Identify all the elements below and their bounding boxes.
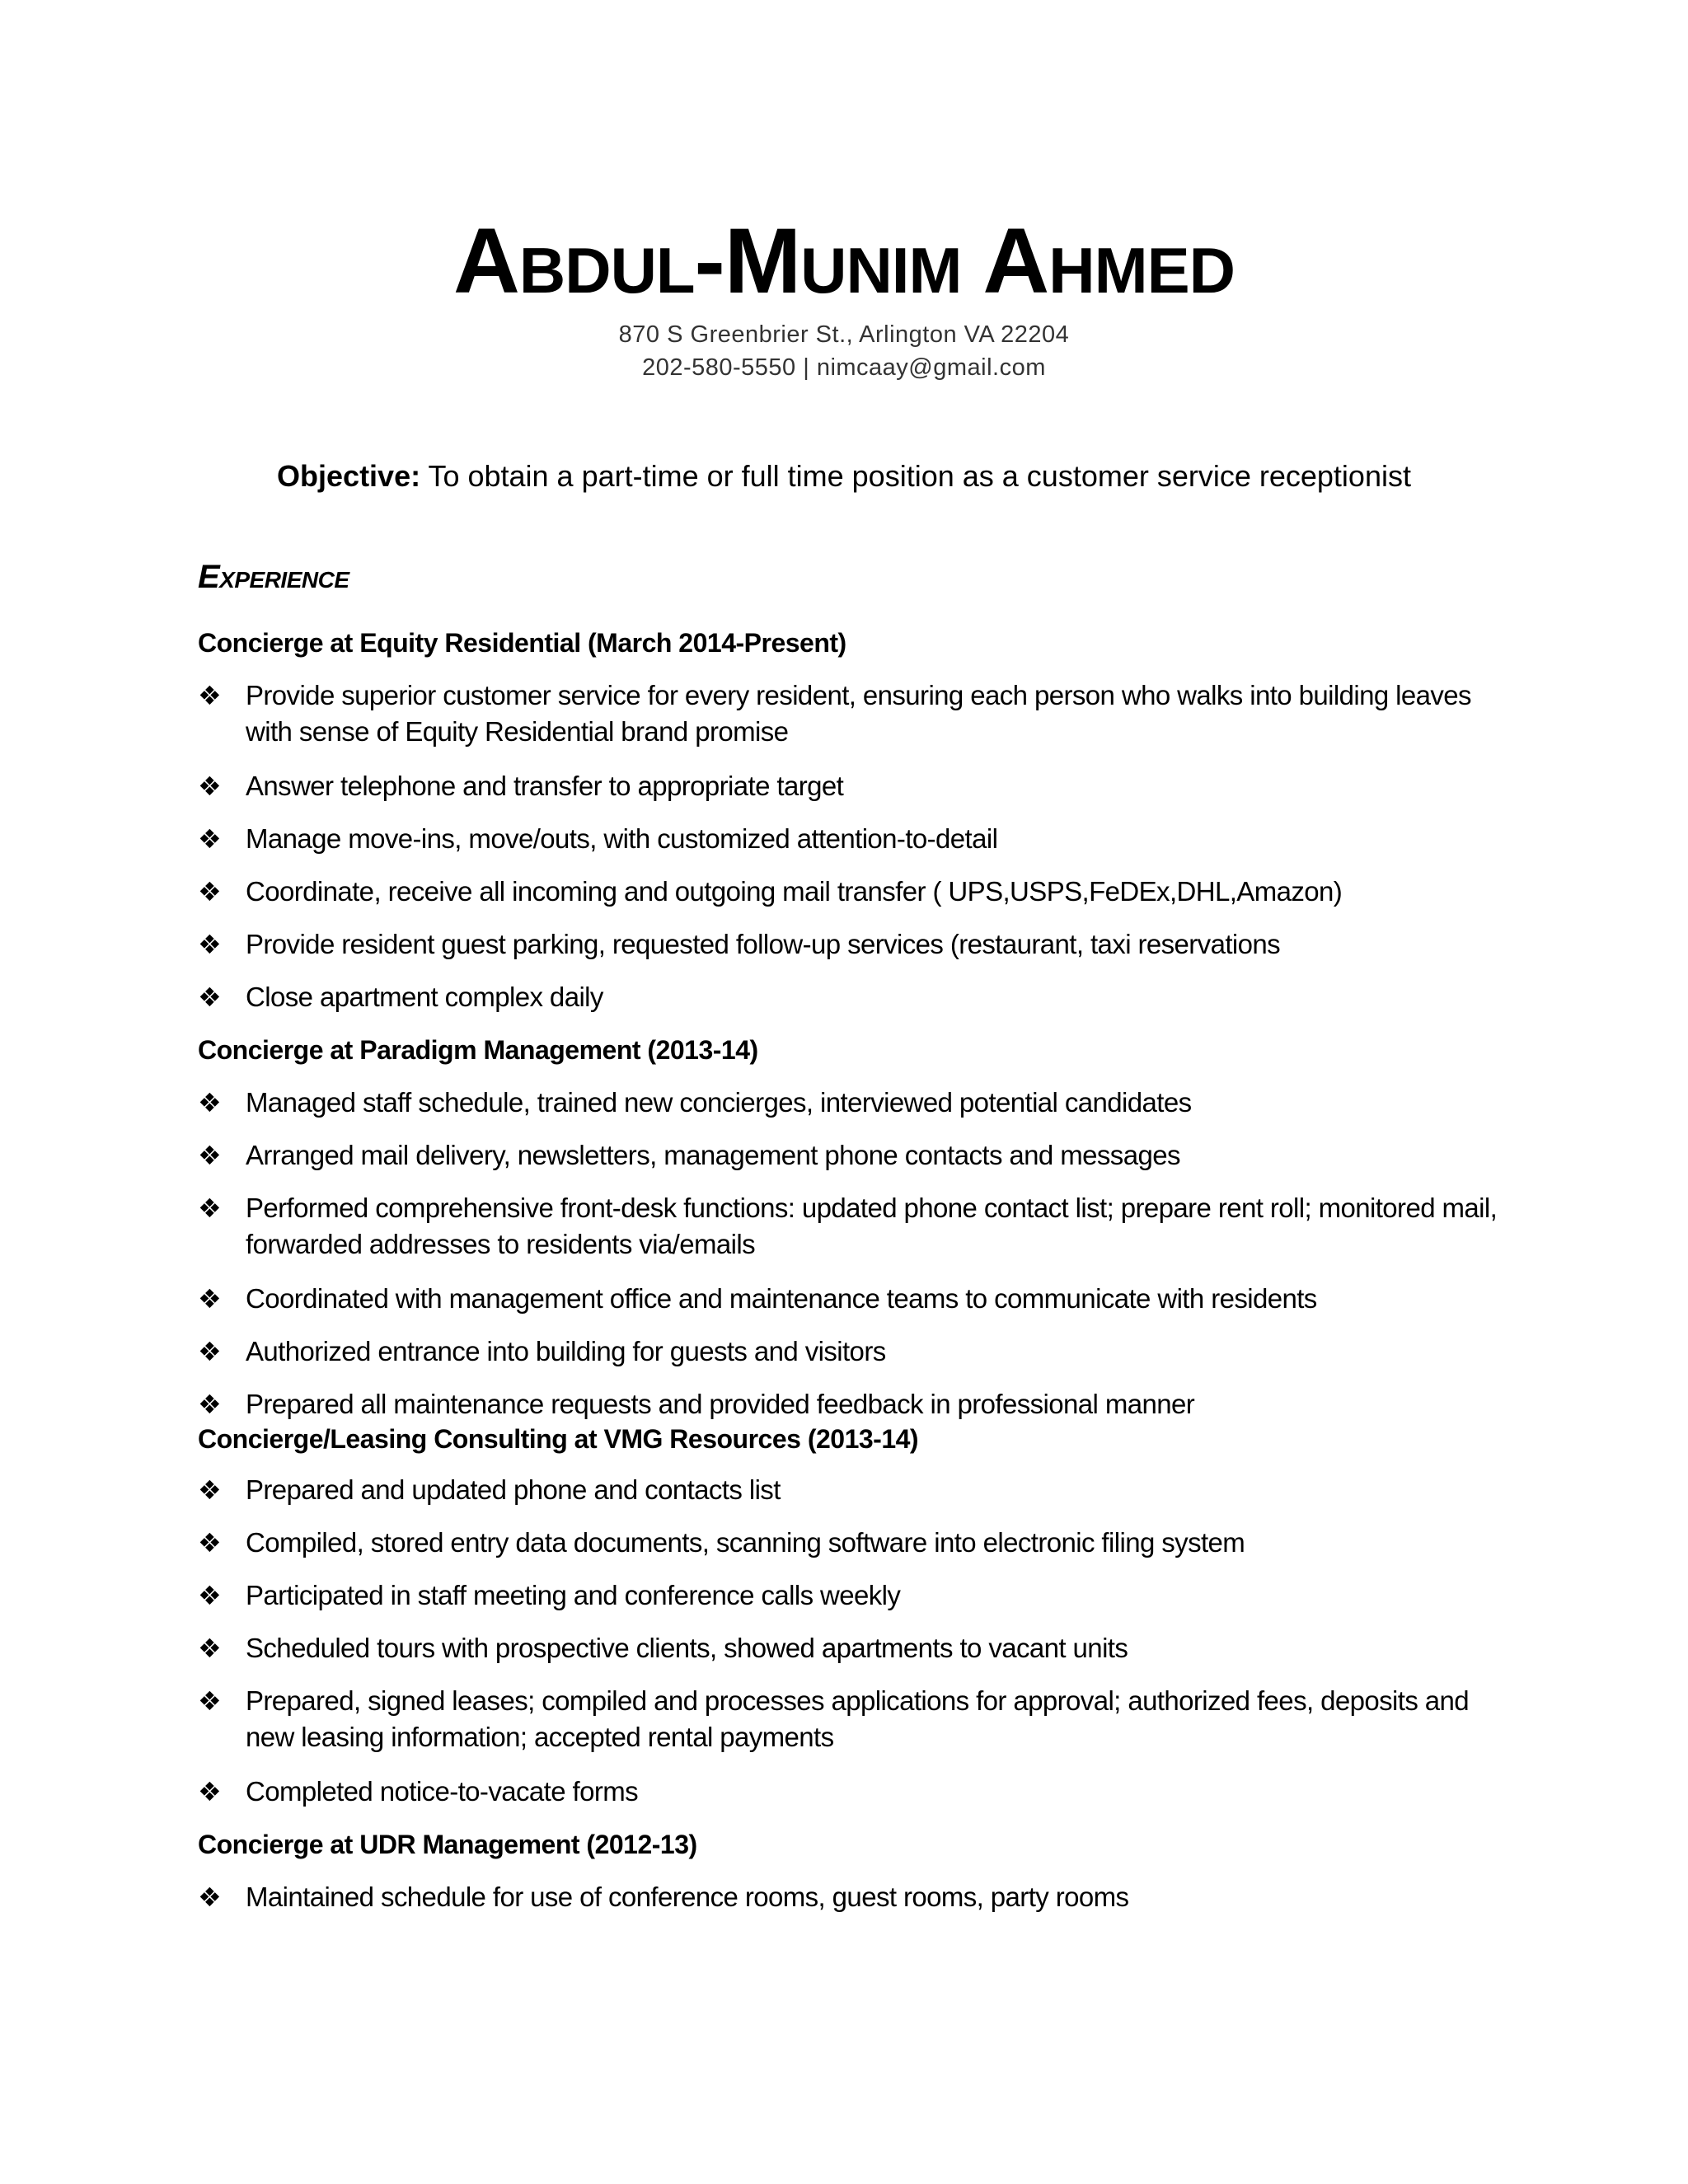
job-title: Concierge/Leasing Consulting at VMG Resources (2013-14) — [198, 1424, 919, 1454]
bullet-text: Compiled, stored entry data documents, scanning software into electronic filing system — [246, 1527, 1245, 1558]
diamond-bullet-icon: ❖ — [198, 1528, 222, 1558]
bullet-text: Participated in staff meeting and conference calls weekly — [246, 1580, 901, 1610]
list-item — [198, 821, 1500, 857]
list-item — [198, 677, 1500, 750]
diamond-bullet-icon: ❖ — [198, 824, 222, 854]
list-item — [198, 1683, 1500, 1755]
bullet-text: Manage move-ins, move/outs, with customized attention-to-detail — [246, 823, 998, 854]
bullet-text: Prepared and updated phone and contacts list — [246, 1474, 781, 1505]
bullet-text: Answer telephone and transfer to appropriate target — [246, 771, 844, 801]
list-item — [198, 768, 1500, 804]
diamond-bullet-icon: ❖ — [198, 1141, 222, 1170]
diamond-bullet-icon: ❖ — [198, 930, 222, 959]
list-item — [198, 1190, 1500, 1263]
diamond-bullet-icon: ❖ — [198, 1475, 222, 1505]
bullet-text: Coordinate, receive all incoming and outgoing mail transfer ( UPS,USPS,FeDEx,DHL,Amazon) — [246, 876, 1343, 907]
list-item — [198, 1879, 1500, 1915]
list-item — [198, 1386, 1500, 1422]
bullet-text: Provide superior customer service for every resident, ensuring each person who walks into building leaves with sense of Equity Residential brand promise — [246, 680, 1471, 747]
diamond-bullet-icon: ❖ — [198, 1390, 222, 1419]
diamond-bullet-icon: ❖ — [198, 1193, 222, 1223]
objective-label: Objective: — [277, 459, 421, 493]
list-item — [198, 979, 1500, 1015]
list-item — [198, 1472, 1500, 1508]
list-item — [198, 1137, 1500, 1174]
list-item — [198, 874, 1500, 910]
list-item — [198, 926, 1500, 963]
list-item — [198, 1577, 1500, 1614]
bullet-text: Prepared all maintenance requests and provided feedback in professional manner — [246, 1389, 1195, 1419]
diamond-bullet-icon: ❖ — [198, 982, 222, 1012]
diamond-bullet-icon: ❖ — [198, 1337, 222, 1366]
diamond-bullet-icon: ❖ — [198, 1777, 222, 1807]
objective — [0, 458, 1688, 494]
diamond-bullet-icon: ❖ — [198, 771, 222, 801]
list-item — [198, 1774, 1500, 1810]
bullet-text: Close apartment complex daily — [246, 982, 603, 1012]
objective-text: To obtain a part-time or full time position as a customer service receptionist — [420, 459, 1411, 493]
list-item — [198, 1085, 1500, 1121]
bullet-text: Provide resident guest parking, requested follow-up services (restaurant, taxi reservations — [246, 929, 1281, 959]
job-title: Concierge at Equity Residential (March 2014-Present) — [198, 628, 846, 658]
list-item — [198, 1333, 1500, 1370]
diamond-bullet-icon: ❖ — [198, 681, 222, 710]
list-item — [198, 1281, 1500, 1317]
bullet-text: Authorized entrance into building for guests and visitors — [246, 1336, 886, 1366]
bullet-text: Performed comprehensive front-desk functions: updated phone contact list; prepare rent roll; monitored mail, forwarded addresses to residents via/emails — [246, 1193, 1498, 1259]
bullet-text: Arranged mail delivery, newsletters, management phone contacts and messages — [246, 1140, 1180, 1170]
bullet-text: Scheduled tours with prospective clients, showed apartments to vacant units — [246, 1633, 1128, 1663]
diamond-bullet-icon: ❖ — [198, 1088, 222, 1118]
diamond-bullet-icon: ❖ — [198, 1882, 222, 1912]
bullet-text: Coordinated with management office and maintenance teams to communicate with residents — [246, 1283, 1317, 1314]
bullet-text: Completed notice-to-vacate forms — [246, 1776, 639, 1807]
diamond-bullet-icon: ❖ — [198, 877, 222, 907]
diamond-bullet-icon: ❖ — [198, 1581, 222, 1610]
job-title: Concierge at Paradigm Management (2013-14) — [198, 1035, 758, 1065]
list-item — [198, 1630, 1500, 1666]
address: 870 S Greenbrier St., Arlington VA 22204 — [618, 321, 1070, 348]
bullet-text: Managed staff schedule, trained new concierges, interviewed potential candidates — [246, 1087, 1192, 1118]
bullet-text: Maintained schedule for use of conference rooms, guest rooms, party rooms — [246, 1882, 1129, 1912]
diamond-bullet-icon: ❖ — [198, 1284, 222, 1314]
experience-heading: Experience — [198, 559, 349, 595]
list-item — [198, 1525, 1500, 1561]
candidate-name: Abdul-Munim Ahmed — [453, 209, 1235, 312]
diamond-bullet-icon: ❖ — [198, 1633, 222, 1663]
diamond-bullet-icon: ❖ — [198, 1686, 222, 1716]
phone-email: 202-580-5550 | nimcaay@gmail.com — [642, 354, 1046, 381]
job-title: Concierge at UDR Management (2012-13) — [198, 1830, 697, 1859]
bullet-text: Prepared, signed leases; compiled and processes applications for approval; authorized fees, deposits and new leasing information; accepted rental payments — [246, 1685, 1470, 1752]
